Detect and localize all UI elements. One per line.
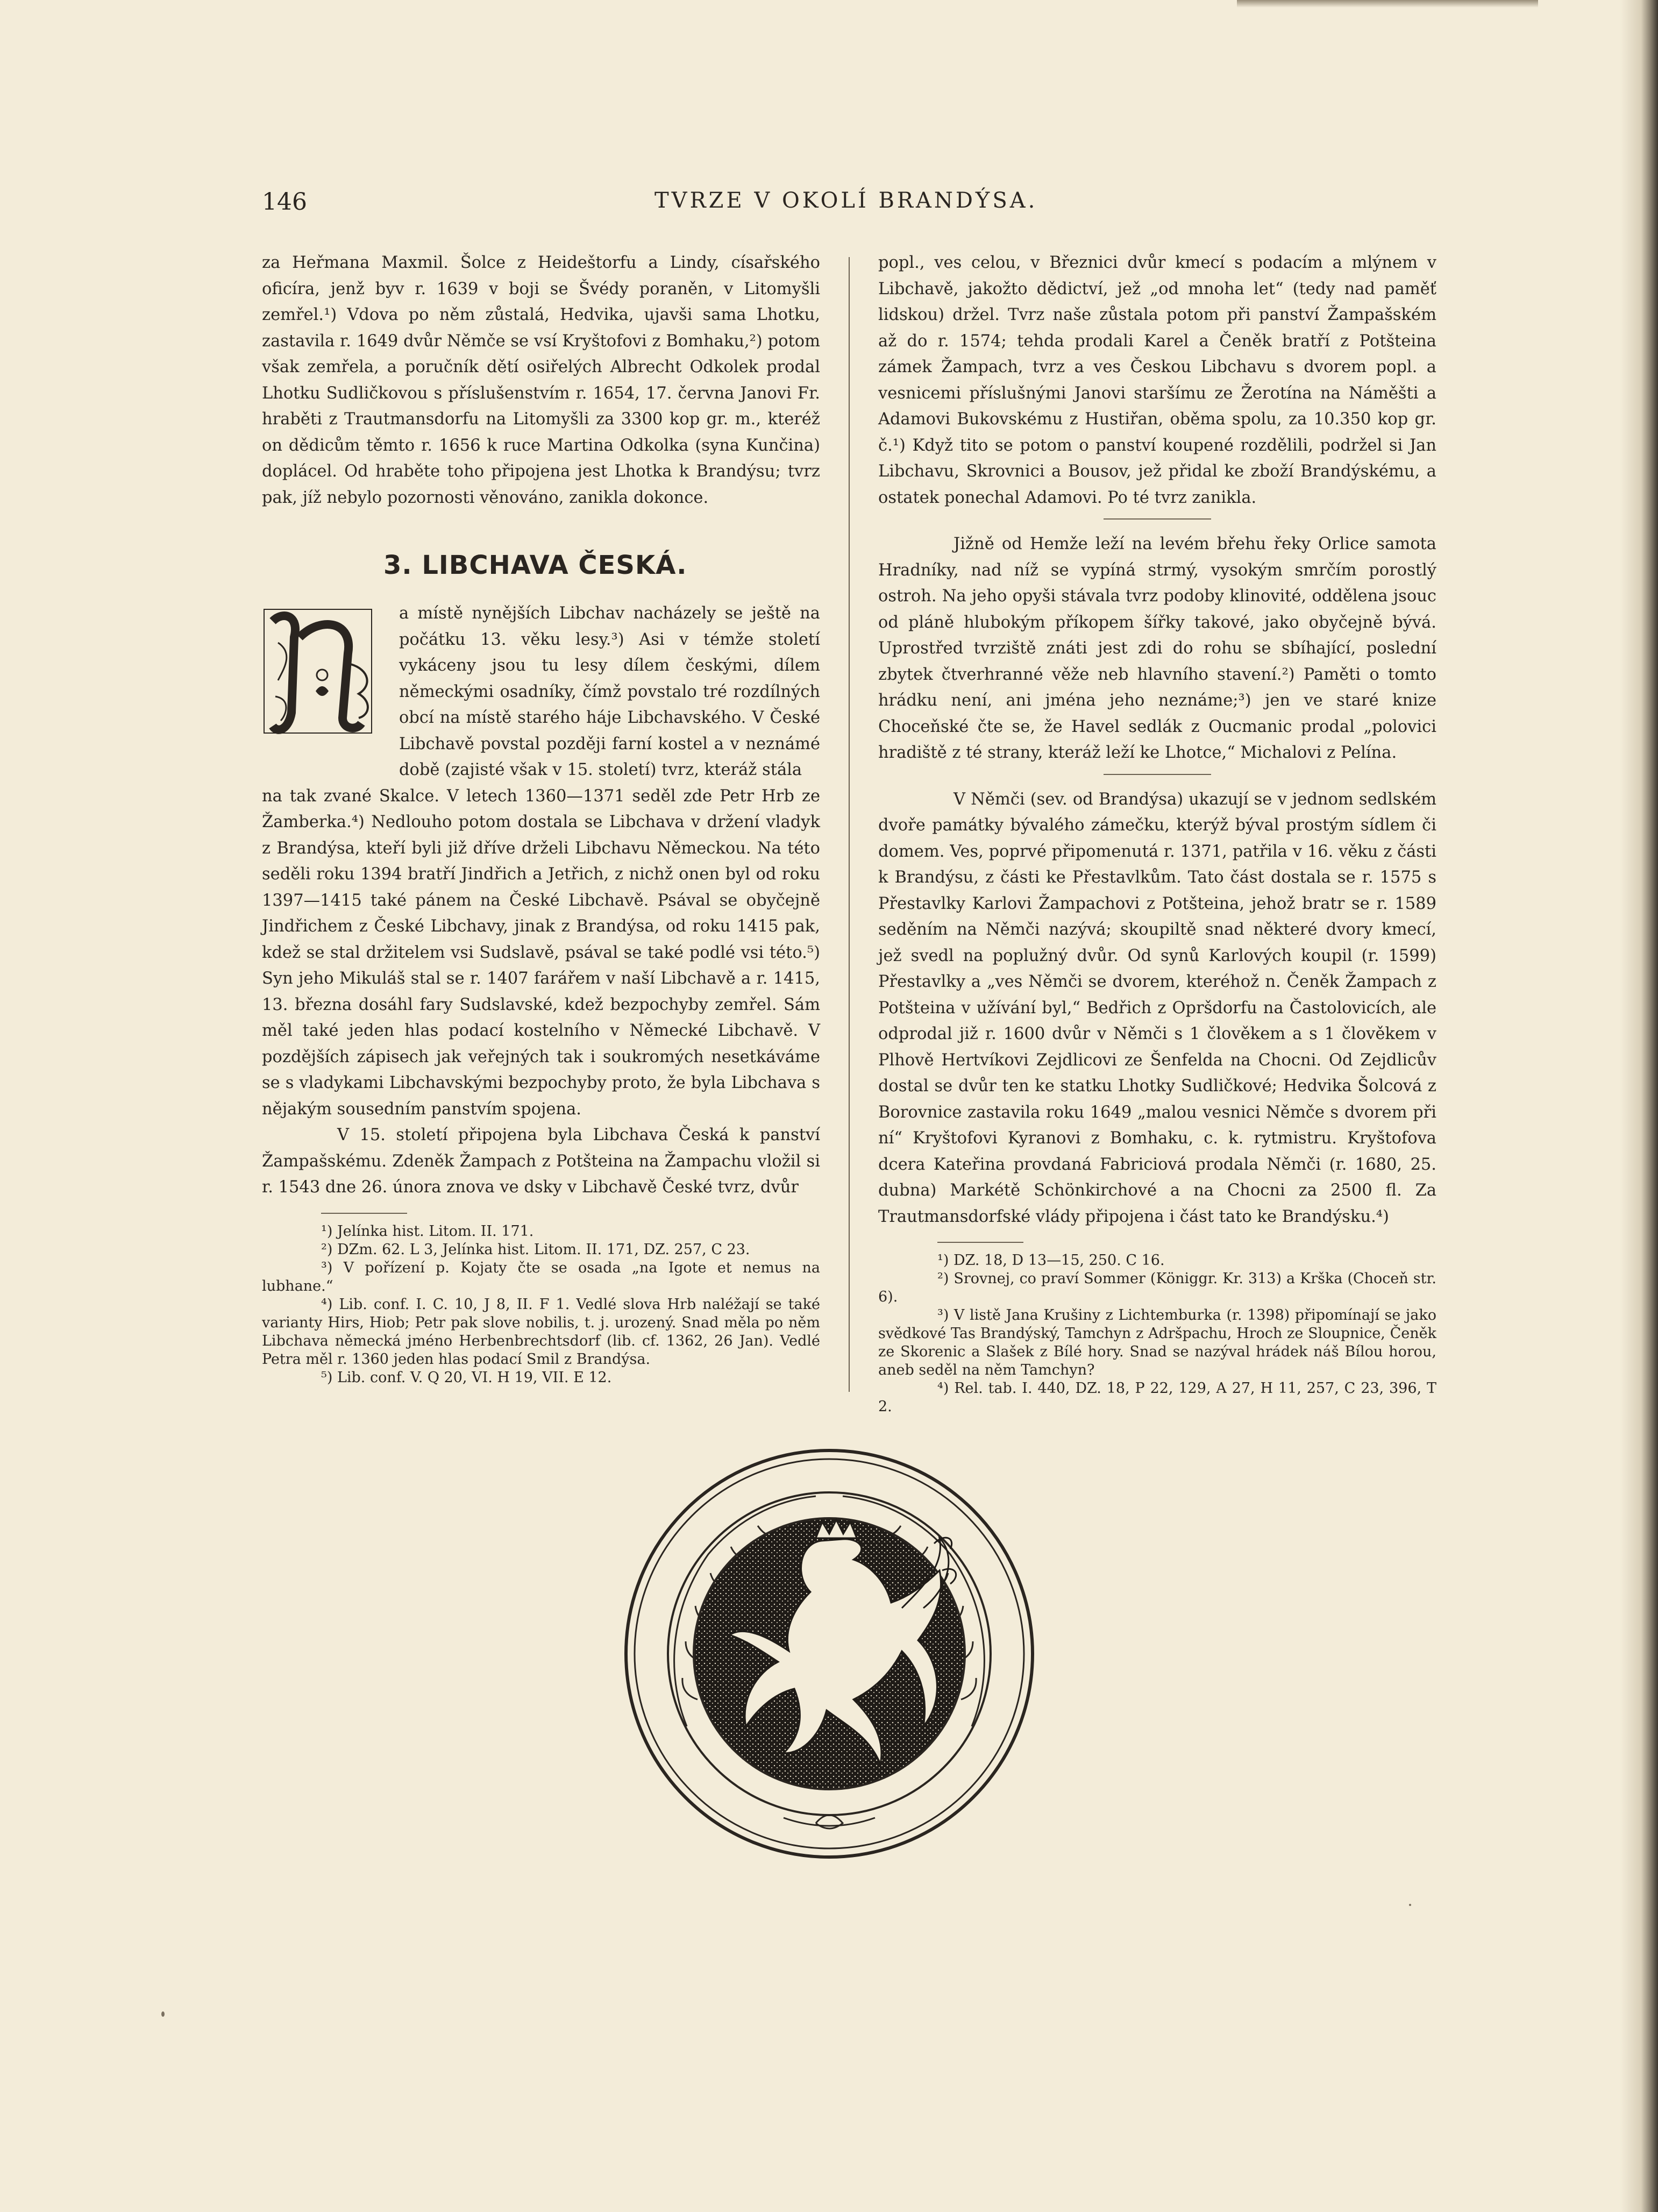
right-footnotes <box>878 1251 1436 1416</box>
footnote-rule <box>321 1213 407 1214</box>
footnote: ²) DZm. 62. L 3, Jelínka hist. Litom. II. 171, DZ. 257, C 23. <box>321 1241 750 1258</box>
running-title: TVRZE V OKOLÍ BRANDÝSA. <box>654 188 1038 213</box>
left-column-body <box>262 601 820 1387</box>
left-column-intro <box>262 250 820 511</box>
section-title: 3. LIBCHAVA ČESKÁ. <box>383 550 687 580</box>
intro-paragraph: za Heřmana Maxmil. Šolce z Heideštorfu a Lindy, císařského oficíra, jenž byv r. 1639 v boji se Švédy poraněn, v Litomyšli zemřel.¹) Vdova po něm zůstalá, Hedvika, ujavši sama Lhotku, zastavila r. 1649 dvůr Němče se vsí Kryštofovi z Bomhaku,²) potom však zemřela, a poručník dětí osiřelých Albrecht Odkolek prodal Lhotku Sudličkovou s příslušenstvím r. 1654, 17. června Janovi Fr. hraběti z Trautmansdorfu na Litomyšli za 3300 kop gr. m., kteréž on dědicům těmto r. 1656 k ruce Martina Odkolka (syna Kunčina) doplácel. Od hraběte toho připojena jest Lhotka k Brandýsu; tvrz pak, jíž nebylo pozornosti věnováno, zanikla dokonce. <box>262 253 820 507</box>
footnote: ⁴) Rel. tab. I. 440, DZ. 18, P 22, 129, A 27, H 11, 257, C 23, 396, T 2. <box>878 1380 1436 1415</box>
page-edge-shadow <box>1620 0 1658 2212</box>
paragraph-rule <box>1104 518 1211 520</box>
footnote: ¹) DZ. 18, D 13—15, 250. C 16. <box>937 1252 1165 1269</box>
paper-speck <box>161 2011 165 2017</box>
paragraph-rule <box>1104 774 1211 775</box>
footnote: ⁴) Lib. conf. I. C. 10, J 8, II. F 1. Vedlé slova Hrb naléžají se také varianty Hirs, Hiob; Petr pak slove nobilis, t. j. urozený. Snad měla po něm Libchava německá jméno Herbenbrechtsdorf (lib. cf. 1362, 26 Jan). Vedlé Petra měl r. 1360 jeden hlas podací Smil z Brandýsa. <box>262 1296 820 1368</box>
closing-paragraph: V 15. století připojena byla Libchava Česká k panství Žampašskému. Zdeněk Žampach z Potšteina na Žampachu vložil si r. 1543 dne 26. února znova ve dsky v Libchavě České tvrz, dvůr <box>262 1126 820 1197</box>
dropcap-paragraph: a místě nynějších Libchav nacházely se ještě na počátku 13. věku lesy.³) Asi v témže století vykáceny jsou tu lesy dílem českými, dílem německými osadníky, čímž povstalo tré rozdílných obcí na místě starého háje Libchavského. V České Libchavě povstal později farní kostel a v neznámé době (zajisté však v 15. století) tvrz, kteráž stála <box>399 604 820 779</box>
footnote: ⁵) Lib. conf. V. Q 20, VI. H 19, VII. E 12. <box>321 1369 612 1386</box>
main-paragraph: na tak zvané Skalce. V letech 1360—1371 seděl zde Petr Hrb ze Žamberka.⁴) Nedlouho potom dostala se Libchava v držení vladyk z Brandýsa, kteří byli již dříve drželi Libchavu Německou. Na této seděli roku 1394 bratří Jindřich a Jetřich, z nichž onen byl od roku 1397—1415 také pánem na České Libchavě. Psával se obyčejně Jindřichem z České Libchavy, jinak z Brandýsa, od roku 1415 pak, kdež se stal držitelem vsi Sudslavě, psával se také podlé vsi této.⁵) Syn jeho Mikuláš stal se r. 1407 farářem v naší Libchavě a r. 1415, 13. března dosáhl fary Sudslavské, kdež bezpochyby zemřel. Sám měl také jeden hlas podací kostelního v Německé Libchavě. V pozdějších zápisech jak veřejných tak i soukromých nesetkáváme se s vladykami Libchavskými bezpochyby proto, že byla Libchava s nějakým sousedním panstvím spojena. <box>262 786 820 1119</box>
footnote-rule <box>937 1242 1023 1243</box>
right-paragraph-1: popl., ves celou, v Březnici dvůr kmecí s podacím a mlýnem v Libchavě, jakožto dědictví, jež „od mnoha let“ (tedy nad paměť lidskou) držel. Tvrz naše zůstala potom při panství Žampašském až do r. 1574; tehda prodali Karel a Čeněk bratří z Potšteina zámek Žampach, tvrz a ves Českou Libchavu s dvorem popl. a vesnicemi příslušnými Janovi staršímu ze Žerotína na Náměšti a Adamovi Bukovskému z Hustiřan, oběma spolu, za 10.350 kop gr. č.¹) Když tito se potom o panství koupené rozdělili, podržel si Jan Libchavu, Skrovnici a Bousov, jež přidal ke zboží Brandýskému, a ostatek ponechal Adamovi. Po té tvrz zanikla. <box>878 253 1436 507</box>
footnote: ³) V listě Jana Krušiny z Lichtemburka (r. 1398) připomínají se jako svědkové Tas Brandýský, Tamchyn z Adršpachu, Hroch ze Sloupnice, Čeněk ze Skorenic a Slašek z Bílé hory. Snad se nazýval hrádek náš Bílou horou, aneb seděl na něm Tamchyn? <box>878 1307 1436 1378</box>
footnote: ²) Srovnej, co praví Sommer (Königgr. Kr. 313) a Krška (Choceň str. 6). <box>878 1270 1436 1305</box>
right-paragraph-3: V Němči (sev. od Brandýsa) ukazují se v jednom sedlském dvoře památky bývalého zámečku, kterýž býval prostým sídlem či domem. Ves, poprvé připomenutá r. 1371, patřila v 16. věku z části k Brandýsu, z části ke Přestavlkům. Tato část dostala se r. 1575 s Přestavlky Karlovi Žampachovi z Potšteina, jehož bratr se r. 1589 seděním na Němči nazývá; skoupiltě snad některé dvory kmecí, jež svedl na poplužný dvůr. Od synů Karlových koupil (r. 1599) Přestavlky a „ves Němči se dvorem, kteréhož n. Čeněk Žampach z Potšteina v užívání byl,“ Bedřich z Opršdorfu na Častolovicích, ale odprodal již r. 1600 dvůr v Němči s 1 člověkem a s 1 člověkem v Plhově Hertvíkovi Zejdlicovi ze Šenfelda na Chocni. Od Zejdlicův dostal se dvůr ten ke statku Lhotky Sudličkové; Hedvika Šolcová z Borovnice zastavila roku 1649 „malou vesnici Němče s dvorem při ní“ Kryštofovi Kyranovi z Bomhaku, c. k. rytmistru. Kryštofova dcera Kateřina provdaná Fabriciová prodala Němči (r. 1680, 25. dubna) Markétě Schönkirchové a na Chocni za 2500 fl. Za Trautmansdorfské vlády připojena i část tato ke Brandýsku.⁴) <box>878 790 1436 1226</box>
footnote: ³) V pořízení p. Kojaty čte se osada „na Igote et nemus na lubhane.“ <box>262 1259 820 1295</box>
right-paragraph-2: Jižně od Hemže leží na levém břehu řeky Orlice samota Hradníky, nad níž se vypíná strmý, vysokým smrčím porostlý ostroh. Na jeho opyši stávala tvrz podoby klinovité, oddělena jsouc od pláně hlubokým příkopem šířky takové, jako obyčejně bývá. Uprostřed tvrziště znáti jest zdi do rohu se sbíhající, poslední zbytek čtverhranné věže neb hlavního stavení.²) Paměti o tomto hrádku není, ani jména jeho neznáme;³) jen ve staré knize Choceňské čte se, že Havel sedlák z Oucmanic prodal „polovici hradiště z té strany, kteráž leží ke Lhotce,“ Michalovi z Pelína. <box>878 535 1436 762</box>
top-edge-mark <box>1237 0 1538 8</box>
page-number: 146 <box>262 188 307 216</box>
page-header <box>262 188 1606 221</box>
column-divider <box>849 257 850 1392</box>
right-column <box>878 250 1436 1416</box>
lion-coat-of-arms-emblem <box>622 1447 1036 1861</box>
paper-speck <box>1409 1904 1411 1906</box>
footnote: ¹) Jelínka hist. Litom. II. 171. <box>321 1222 534 1240</box>
dropcap-paragraph-block <box>262 601 820 784</box>
left-footnotes <box>262 1222 820 1387</box>
